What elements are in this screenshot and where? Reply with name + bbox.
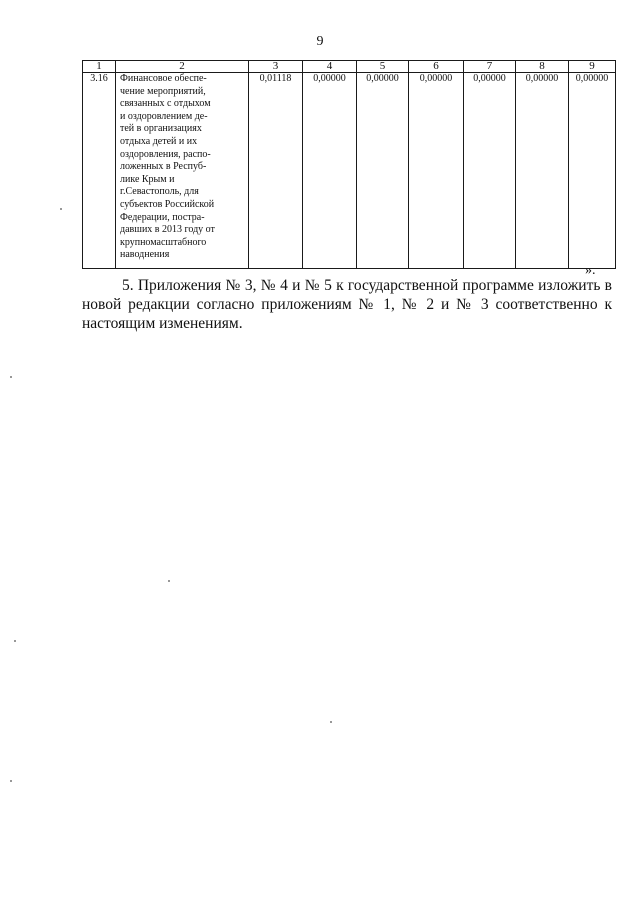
scan-speck bbox=[10, 780, 12, 782]
description-line: Федерации, постра- bbox=[120, 211, 205, 223]
table-header-cell: 8 bbox=[516, 61, 569, 73]
description-line: наводнения bbox=[120, 249, 170, 261]
scan-speck bbox=[60, 208, 62, 210]
scan-speck bbox=[14, 640, 16, 642]
description-line: тей в организациях bbox=[120, 123, 202, 135]
table-header-row bbox=[83, 61, 616, 73]
description-line: ложенных в Респуб- bbox=[120, 161, 207, 173]
description-line: лике Крым и bbox=[120, 173, 175, 185]
table-row bbox=[83, 73, 616, 269]
scan-speck bbox=[168, 580, 170, 582]
closing-quote: ». bbox=[585, 263, 596, 278]
description-line: субъектов Российской bbox=[120, 198, 215, 210]
value-cell: 0,00000 bbox=[357, 73, 409, 269]
table-header-cell: 4 bbox=[303, 61, 357, 73]
description-line: г.Севастополь, для bbox=[120, 186, 199, 198]
description-line: давших в 2013 году от bbox=[120, 224, 215, 236]
scan-speck bbox=[330, 721, 332, 723]
table-header-cell: 7 bbox=[464, 61, 516, 73]
amendment-paragraph bbox=[82, 276, 612, 333]
value-cell: 0,00000 bbox=[569, 73, 616, 269]
description-line: отдыха детей и их bbox=[120, 135, 198, 147]
row-description bbox=[116, 73, 249, 269]
description-line: связанных с отдыхом bbox=[120, 98, 211, 110]
description-line: крупномасштабного bbox=[120, 236, 207, 248]
table-header-cell: 2 bbox=[116, 61, 249, 73]
value-cell: 0,01118 bbox=[249, 73, 303, 269]
table-header-cell: 3 bbox=[249, 61, 303, 73]
program-table bbox=[82, 60, 616, 269]
table-header-cell: 9 bbox=[569, 61, 616, 73]
description-line: чение мероприятий, bbox=[120, 85, 206, 97]
description-line: оздоровления, распо- bbox=[120, 148, 211, 160]
row-number: 3.16 bbox=[83, 73, 116, 269]
paragraph-text: 5. Приложения № 3, № 4 и № 5 к государственной программе изложить в новой редакции согласно приложениям № 1, № 2 и № 3 соответственно к настоящим изменениям. bbox=[82, 277, 612, 332]
scan-speck bbox=[10, 376, 12, 378]
page-number: 9 bbox=[316, 34, 324, 49]
table-header-cell: 5 bbox=[357, 61, 409, 73]
value-cell: 0,00000 bbox=[516, 73, 569, 269]
table-header-cell: 6 bbox=[409, 61, 464, 73]
value-cell: 0,00000 bbox=[464, 73, 516, 269]
value-cell: 0,00000 bbox=[303, 73, 357, 269]
description-line: и оздоровлением де- bbox=[120, 110, 208, 122]
value-cell: 0,00000 bbox=[409, 73, 464, 269]
description-line: Финансовое обеспе- bbox=[120, 73, 207, 84]
table-header-cell: 1 bbox=[83, 61, 116, 73]
